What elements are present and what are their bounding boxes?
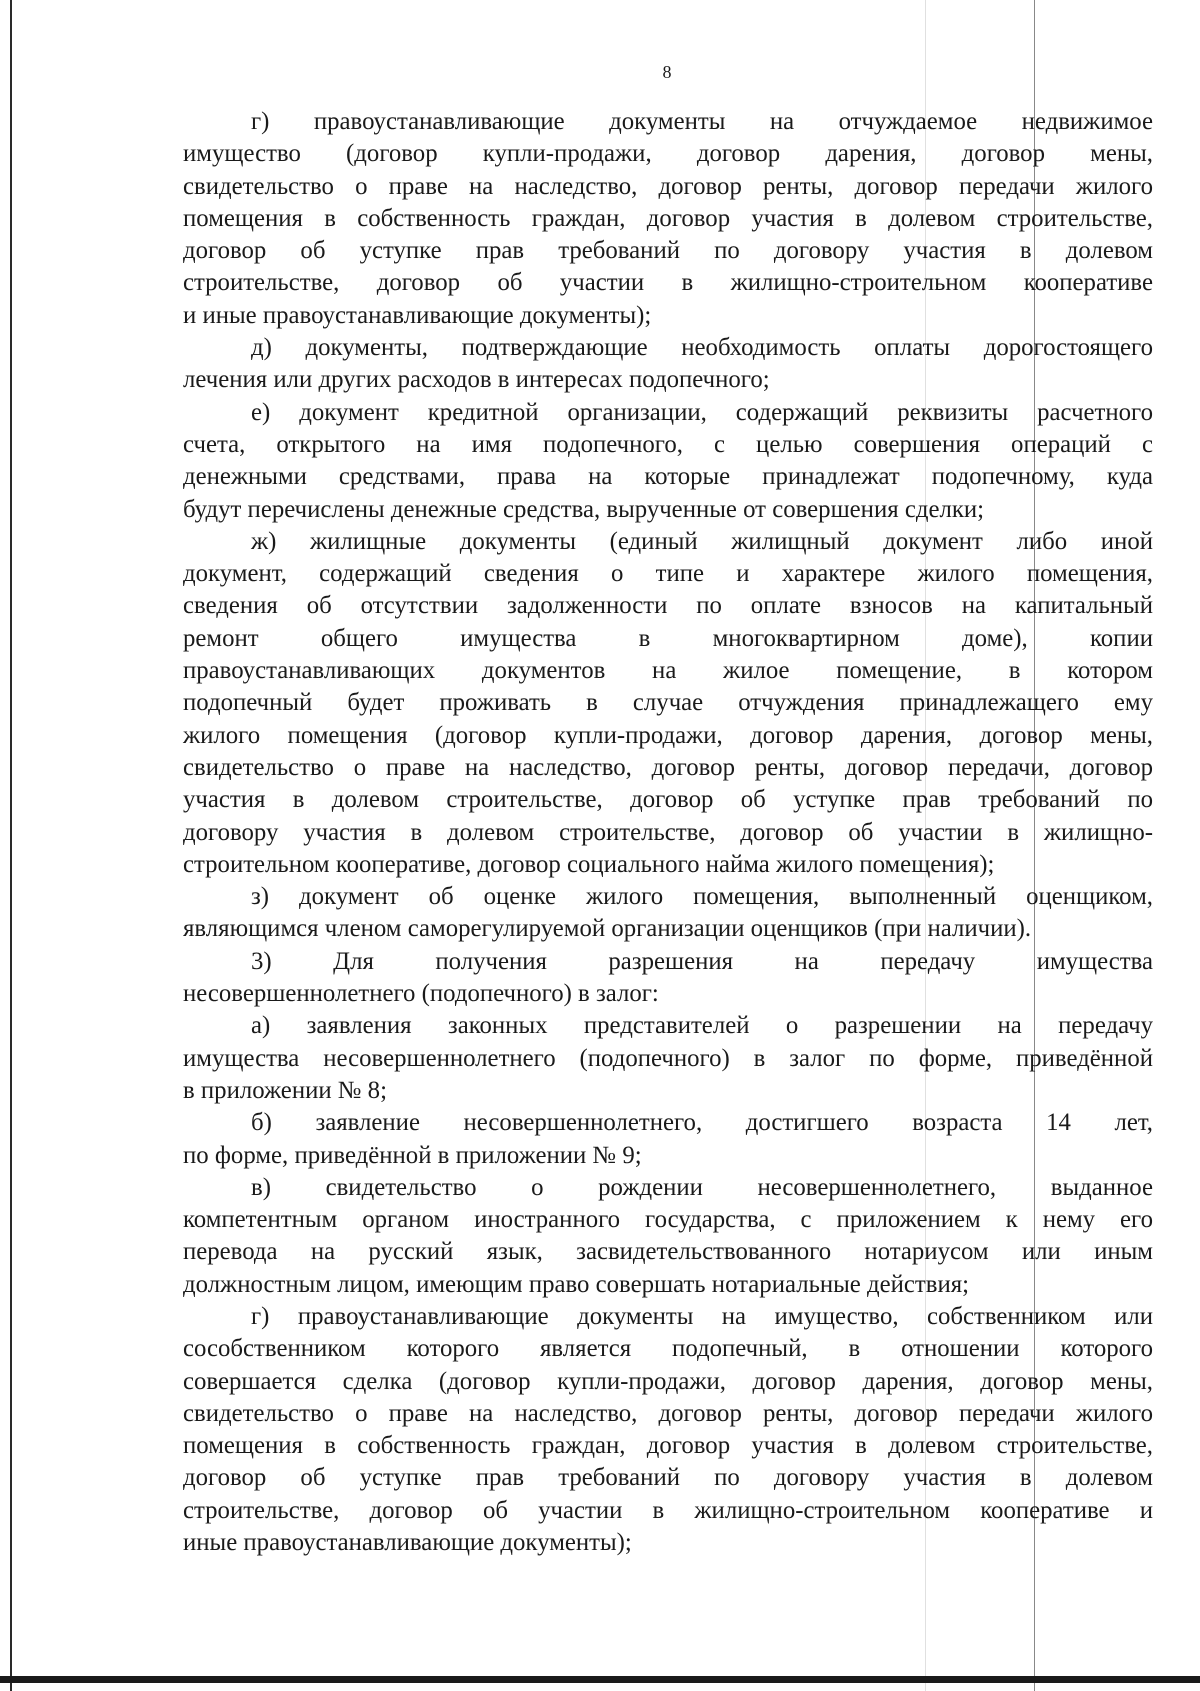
paragraph <box>183 946 1153 1011</box>
paragraph-line: совершается сделка (договор купли-продажи, договор дарения, договор мены, <box>183 1367 1153 1395</box>
paragraph-line: в) свидетельство о рождении несовершеннолетнего, выданное <box>251 1173 1153 1201</box>
paragraph-line: свидетельство о праве на наследство, договор ренты, договор передачи жилого <box>183 172 1153 200</box>
paragraph-line: будут перечислены денежные средства, вырученные от совершения сделки; <box>183 495 985 523</box>
paragraph-line: счета, открытого на имя подопечного, с целью совершения операций с <box>183 430 1153 458</box>
paragraph-line: имущество (договор купли-продажи, договор дарения, договор мены, <box>183 140 1153 168</box>
paragraph-line: г) правоустанавливающие документы на имущество, собственником или <box>251 1302 1153 1330</box>
paragraph-line: договор об уступке прав требований по договору участия в долевом <box>183 237 1153 265</box>
paragraph-line: должностным лицом, имеющим право совершать нотариальные действия; <box>183 1270 970 1298</box>
paragraph-line: договору участия в долевом строительстве, договор об участии в жилищно- <box>183 818 1153 846</box>
paragraph <box>183 881 1153 946</box>
paragraph-line: в приложении № 8; <box>183 1076 387 1104</box>
page-number: 8 <box>662 62 672 82</box>
paragraph-line: строительстве, договор об участии в жилищно-строительном кооперативе и <box>183 1496 1153 1524</box>
paragraph <box>183 106 1153 332</box>
paragraph-line: правоустанавливающих документов на жилое помещение, в котором <box>183 657 1153 685</box>
paragraph-line: ж) жилищные документы (единый жилищный документ либо иной <box>251 527 1153 555</box>
paragraph-line: перевода на русский язык, засвидетельствованного нотариусом или иным <box>183 1238 1153 1266</box>
paragraph-line: и иные правоустанавливающие документы); <box>183 301 652 329</box>
paragraph-line: а) заявления законных представителей о разрешении на передачу <box>251 1012 1153 1040</box>
paragraph-line: документ, содержащий сведения о типе и характере жилого помещения, <box>183 560 1153 588</box>
paragraph-line: е) документ кредитной организации, содержащий реквизиты расчетного <box>251 398 1153 426</box>
paragraph-line: з) документ об оценке жилого помещения, выполненный оценщиком, <box>251 883 1153 911</box>
paragraph-line: помещения в собственность граждан, договор участия в долевом строительстве, <box>183 1432 1153 1460</box>
paragraph-line: 3) Для получения разрешения на передачу имущества <box>251 947 1153 975</box>
paragraph-line: договор об уступке прав требований по договору участия в долевом <box>183 1464 1153 1492</box>
paragraph-line: помещения в собственность граждан, договор участия в долевом строительстве, <box>183 204 1153 232</box>
paragraph-line: компетентным органом иностранного государства, с приложением к нему его <box>183 1206 1153 1234</box>
paragraph-line: сособственником которого является подопечный, в отношении которого <box>183 1335 1153 1363</box>
paragraph-line: б) заявление несовершеннолетнего, достигшего возраста 14 лет, <box>251 1109 1153 1137</box>
paragraph-line: ремонт общего имущества в многоквартирном доме), копии <box>183 624 1153 652</box>
scan-left-edge <box>10 0 12 1691</box>
paragraph-line: денежными средствами, права на которые принадлежат подопечному, куда <box>183 463 1153 491</box>
paragraph <box>183 397 1153 526</box>
paragraph-line: имущества несовершеннолетнего (подопечного) в залог по форме, приведённой <box>183 1044 1153 1072</box>
paragraph-line: несовершеннолетнего (подопечного) в залог: <box>183 980 659 1008</box>
paragraph <box>183 526 1153 881</box>
paragraph-line: свидетельство о праве на наследство, договор ренты, договор передачи, договор <box>183 753 1153 781</box>
paragraph-line: подопечный будет проживать в случае отчуждения принадлежащего ему <box>183 689 1153 717</box>
paragraph <box>183 1010 1153 1107</box>
paragraph-line: г) правоустанавливающие документы на отчуждаемое недвижимое <box>251 108 1153 135</box>
paragraph-line: сведения об отсутствии задолженности по оплате взносов на капитальный <box>183 592 1153 620</box>
paragraph-line: д) документы, подтверждающие необходимость оплаты дорогостоящего <box>251 334 1153 362</box>
document-body <box>183 106 1153 1559</box>
scan-bottom-edge <box>0 1676 1200 1683</box>
paragraph <box>183 332 1153 397</box>
paragraph <box>183 1301 1153 1559</box>
paragraph-line: свидетельство о праве на наследство, договор ренты, договор передачи жилого <box>183 1399 1153 1427</box>
paragraph <box>183 1107 1153 1172</box>
paragraph-line: иные правоустанавливающие документы); <box>183 1529 632 1557</box>
paragraph-line: по форме, приведённой в приложении № 9; <box>183 1141 642 1169</box>
paragraph-line: строительстве, договор об участии в жилищно-строительном кооперативе <box>183 269 1153 297</box>
paragraph <box>183 1172 1153 1301</box>
paragraph-line: лечения или других расходов в интересах подопечного; <box>183 366 770 394</box>
paragraph-line: жилого помещения (договор купли-продажи, договор дарения, договор мены, <box>183 721 1153 749</box>
paragraph-line: строительном кооперативе, договор социального найма жилого помещения); <box>183 850 995 878</box>
paragraph-line: участия в долевом строительстве, договор об уступке прав требований по <box>183 786 1153 814</box>
paragraph-line: являющимся членом саморегулируемой организации оценщиков (при наличии). <box>183 915 1032 943</box>
